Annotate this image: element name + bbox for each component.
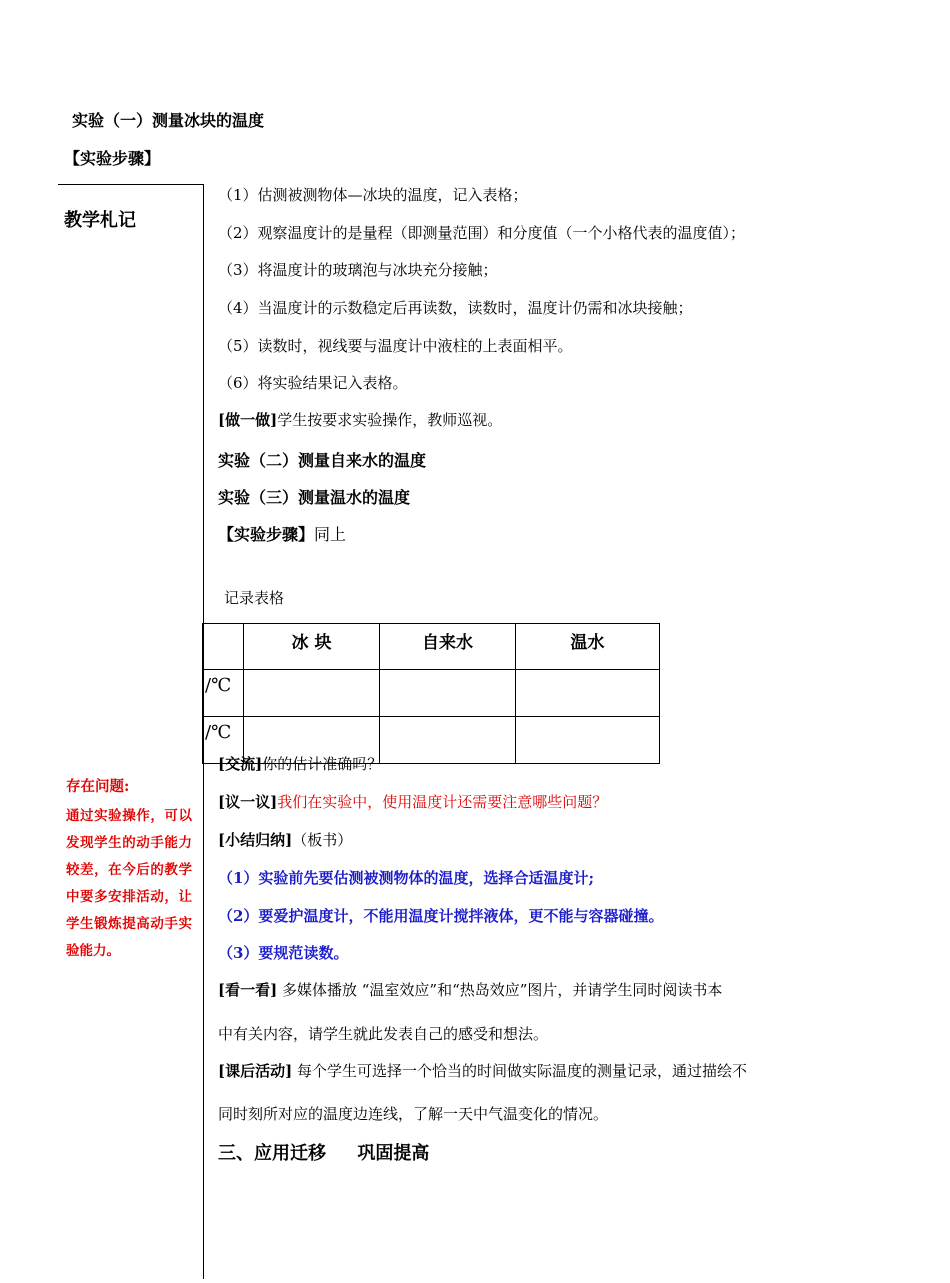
look-text-1: 多媒体播放 “温室效应”和“热岛效应”图片，并请学生同时阅读书本 xyxy=(277,981,723,999)
step-5: （5）读数时，视线要与温度计中液柱的上表面相平。 xyxy=(218,337,573,355)
step-3: （3）将温度计的玻璃泡与冰块充分接触； xyxy=(218,261,498,279)
exp1-title: 实验（一）测量冰块的温度 xyxy=(72,111,265,130)
summary-text: （板书） xyxy=(292,831,353,849)
step-2: （2）观察温度计的是量程（即测量范围）和分度值（一个小格代表的温度值）； xyxy=(218,224,746,242)
steps-label: 【实验步骤】 xyxy=(64,149,161,168)
steps2-line xyxy=(218,522,346,545)
look-line-1 xyxy=(218,979,722,1000)
table-unit-cell: /℃ xyxy=(203,670,244,717)
step-4: （4）当温度计的示数稳定后再读数，读数时，温度计仍需和冰块接触； xyxy=(218,299,693,317)
discuss-text: 我们在实验中，使用温度计还需要注意哪些问题？ xyxy=(277,793,608,811)
doit-line xyxy=(218,409,502,430)
step-6: （6）将实验结果记入表格。 xyxy=(218,374,408,392)
look-line-2: 中有关内容，请学生就此发表自己的感受和想法。 xyxy=(218,1025,549,1043)
doit-text: 学生按要求实验操作，教师巡视。 xyxy=(277,411,503,429)
exp3-title: 实验（三）测量温水的温度 xyxy=(218,488,411,507)
summary-point-2: （2）要爱护温度计，不能用温度计搅拌液体，更不能与容器碰撞。 xyxy=(218,907,664,925)
table-caption: 记录表格 xyxy=(224,589,285,607)
discuss-label: [议一议] xyxy=(218,793,278,811)
table-header-cell xyxy=(203,624,244,670)
summary-point-3: （3）要规范读数。 xyxy=(218,944,349,962)
table-header-cell: 温水 xyxy=(516,624,660,670)
exchange-line xyxy=(218,753,382,774)
summary-line xyxy=(218,829,352,850)
table-cell[interactable] xyxy=(380,717,516,764)
steps2-text: 同上 xyxy=(314,525,347,544)
after-text-1: 每个学生可选择一个恰当的时间做实际温度的测量记录，通过描绘不 xyxy=(292,1062,747,1080)
discuss-line xyxy=(218,791,607,812)
after-line-1 xyxy=(218,1060,747,1081)
table-header-row xyxy=(203,624,660,670)
after-line-2: 同时刻所对应的温度边连线，了解一天中气温变化的情况。 xyxy=(218,1105,609,1123)
summary-label: [小结归纳] xyxy=(218,831,293,849)
table-unit-cell: /℃ xyxy=(203,717,244,764)
summary-point-1: （1）实验前先要估测被测物体的温度，选择合适温度计; xyxy=(218,869,594,887)
section-3-title: 三、应用迁移 巩固提高 xyxy=(218,1143,430,1164)
problem-text: 通过实验操作，可以发现学生的动手能力较差，在今后的教学中要多安排活动，让学生锻炼提高动手实验能力。 xyxy=(66,808,192,959)
exp2-title: 实验（二）测量自来水的温度 xyxy=(218,451,427,470)
problem-title: 存在问题: xyxy=(66,778,130,795)
exchange-text: 你的估计准确吗？ xyxy=(262,755,383,773)
doit-label: [做一做] xyxy=(218,411,278,429)
sidebar-top-rule xyxy=(58,184,204,185)
table-cell[interactable] xyxy=(244,670,380,717)
table-row xyxy=(203,670,660,717)
table-cell[interactable] xyxy=(516,717,660,764)
after-label: [课后活动] xyxy=(218,1062,293,1080)
steps2-label: 【实验步骤】 xyxy=(218,525,315,544)
look-label: [看一看] xyxy=(218,981,278,999)
table-header-cell: 冰 块 xyxy=(244,624,380,670)
table-header-cell: 自来水 xyxy=(380,624,516,670)
table-cell[interactable] xyxy=(380,670,516,717)
step-1: （1）估测被测物体—冰块的温度，记入表格； xyxy=(218,186,528,204)
table-cell[interactable] xyxy=(516,670,660,717)
exchange-label: [交流] xyxy=(218,755,263,773)
sidebar-title: 教学札记 xyxy=(64,210,136,231)
record-table xyxy=(202,623,660,764)
